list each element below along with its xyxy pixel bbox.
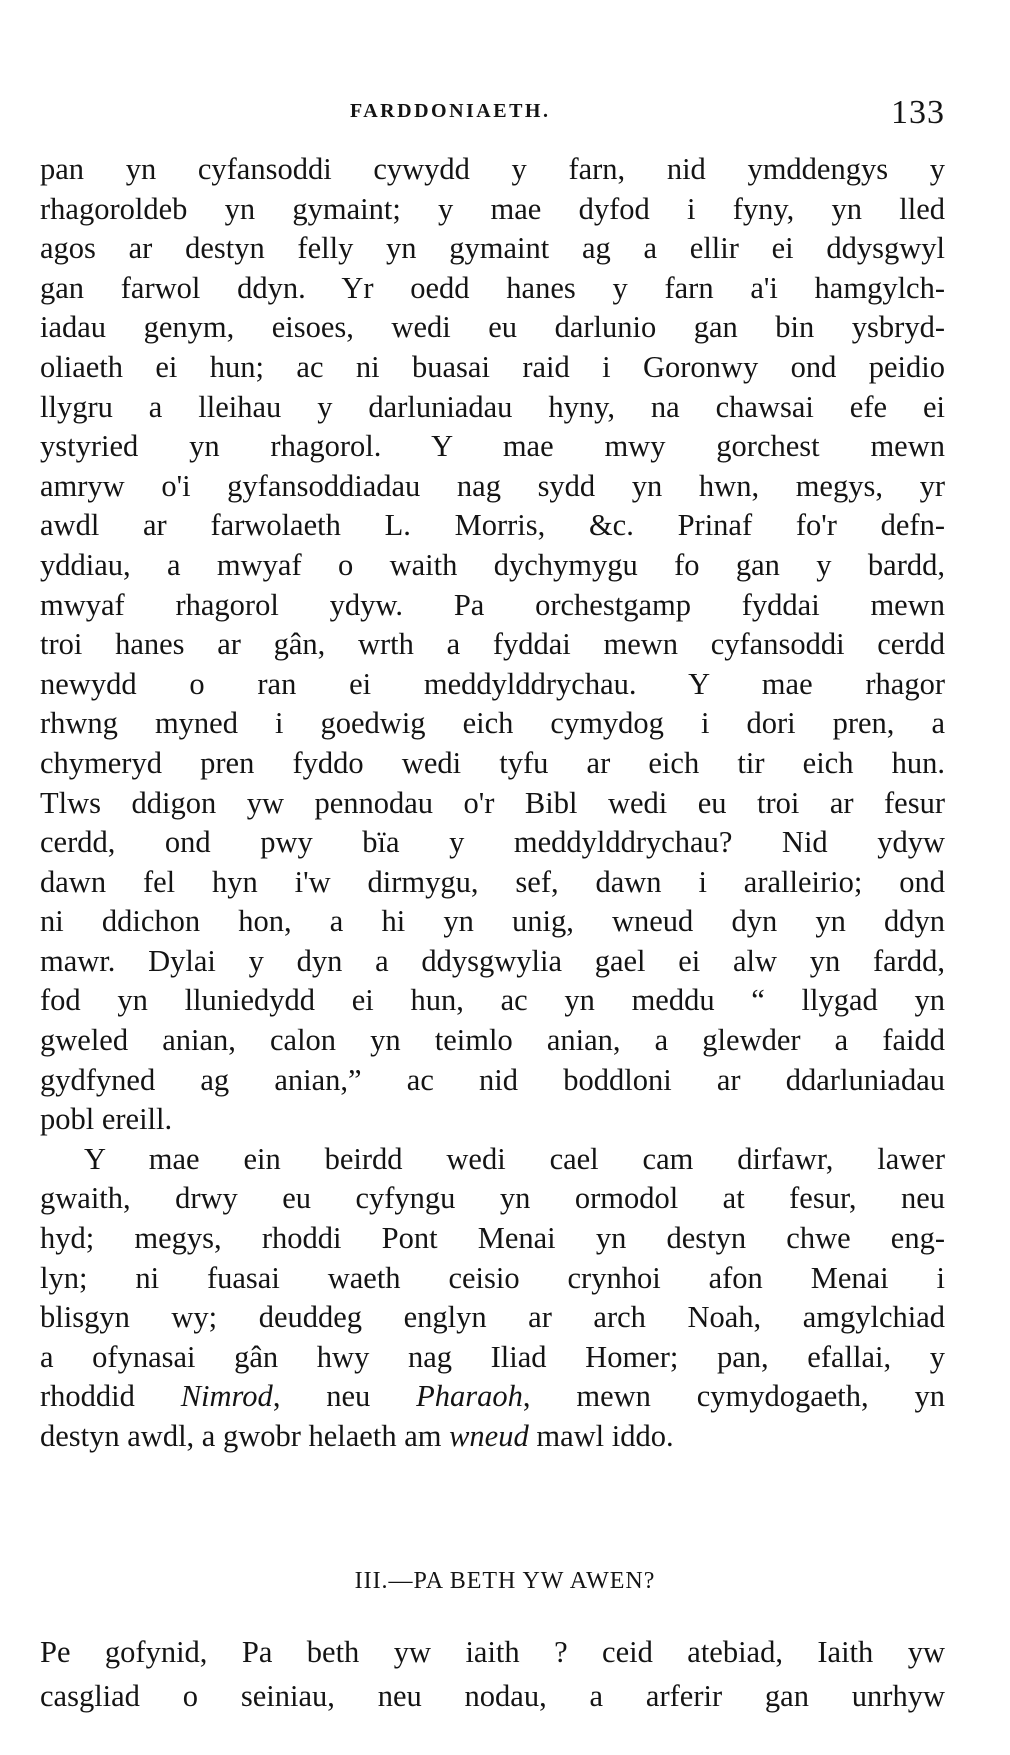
page-number: 133: [891, 94, 945, 131]
text-line: [40, 1377, 945, 1417]
page-header: [40, 94, 945, 138]
text-line: casgliad o seiniau, neu nodau, a arferir gan unrhyw: [40, 1679, 945, 1713]
text-line: oliaeth ei hun; ac ni buasai raid i Goronwy ond peidio: [40, 349, 945, 384]
text-line: amryw o'i gyfansoddiadau nag sydd yn hwn, megys, yr: [40, 468, 945, 503]
text-run: , mewn cymydogaeth, yn: [522, 1379, 945, 1414]
text-line: a ofynasai gân hwy nag Iliad Homer; pan, efallai, y: [40, 1339, 945, 1374]
text-run: mawl iddo.: [528, 1419, 674, 1453]
text-line: Pe gofynid, Pa beth yw iaith ? ceid atebiad, Iaith yw: [40, 1635, 945, 1669]
text-line: troi hanes ar gân, wrth a fyddai mewn cyfansoddi cerdd: [40, 627, 945, 662]
section-heading: III.—PA BETH YW AWEN?: [354, 1568, 656, 1594]
text-line: gweled anian, calon yn teimlo anian, a glewder a faidd: [40, 1023, 945, 1058]
text-line: mwyaf rhagorol ydyw. Pa orchestgamp fyddai mewn: [40, 587, 945, 622]
body-text: [40, 150, 945, 1457]
text-line: iadau genym, eisoes, wedi eu darlunio gan bin ysbryd-: [40, 310, 945, 345]
text-line: blisgyn wy; deuddeg englyn ar arch Noah, amgylchiad: [40, 1300, 945, 1335]
text-line: Tlws ddigon yw pennodau o'r Bibl wedi eu troi ar fesur: [40, 785, 945, 820]
text-line: gwaith, drwy eu cyfyngu yn ormodol at fesur, neu: [40, 1181, 945, 1216]
text-line: hyd; megys, rhoddi Pont Menai yn destyn chwe eng-: [40, 1221, 945, 1256]
text-line: [40, 1417, 945, 1457]
text-run: , neu: [272, 1379, 417, 1414]
text-line: cerdd, ond pwy bïa y meddylddrychau? Nid ydyw: [40, 825, 945, 860]
text-line: fod yn lluniedydd ei hun, ac yn meddu “ llygad yn: [40, 983, 945, 1018]
text-line: lyn; ni fuasai waeth ceisio crynhoi afon Menai i: [40, 1260, 945, 1295]
text-line: mawr. Dylai y dyn a ddysgwylia gael ei alw yn fardd,: [40, 943, 945, 978]
text-line: pobl ereill.: [40, 1102, 173, 1137]
paragraph-2: [40, 1140, 945, 1457]
text-line: dawn fel hyn i'w dirmygu, sef, dawn i aralleirio; ond: [40, 864, 945, 899]
italic-name: Pharaoh: [416, 1379, 523, 1414]
text-line: gydfyned ag anian,” ac nid boddloni ar ddarluniadau: [40, 1062, 945, 1097]
text-line: yddiau, a mwyaf o waith dychymygu fo gan y bardd,: [40, 547, 945, 582]
text-line: gan farwol ddyn. Yr oedd hanes y farn a'i hamgylch-: [40, 270, 945, 305]
text-line: pan yn cyfansoddi cywydd y farn, nid ymddengys y: [40, 152, 945, 186]
running-head: FARDDONIAETH.: [350, 100, 551, 122]
text-run: rhoddid: [40, 1379, 181, 1414]
text-line: awdl ar farwolaeth L. Morris, &c. Prinaf fo'r defn-: [40, 508, 945, 543]
text-line: llygru a lleihau y darluniadau hyny, na chawsai efe ei: [40, 389, 945, 424]
section-body: [40, 1630, 945, 1718]
text-line: Y mae ein beirdd wedi cael cam dirfawr, lawer: [84, 1141, 945, 1176]
text-line: newydd o ran ei meddylddrychau. Y mae rhagor: [40, 666, 945, 701]
text-line: agos ar destyn felly yn gymaint ag a ellir ei ddysgwyl: [40, 231, 945, 266]
paragraph-1: [40, 150, 945, 1140]
text-line: rhwng myned i goedwig eich cymydog i dori pren, a: [40, 706, 945, 741]
text-line: rhagoroldeb yn gymaint; y mae dyfod i fyny, yn lled: [40, 191, 945, 226]
italic-name: Nimrod: [180, 1379, 273, 1414]
text-run: destyn awdl, a gwobr helaeth am: [40, 1419, 450, 1453]
text-line: ystyried yn rhagorol. Y mae mwy gorchest mewn: [40, 429, 945, 464]
text-line: ni ddichon hon, a hi yn unig, wneud dyn yn ddyn: [40, 904, 945, 939]
text-line: chymeryd pren fyddo wedi tyfu ar eich tir eich hun.: [40, 745, 945, 780]
italic-word: wneud: [449, 1419, 529, 1453]
